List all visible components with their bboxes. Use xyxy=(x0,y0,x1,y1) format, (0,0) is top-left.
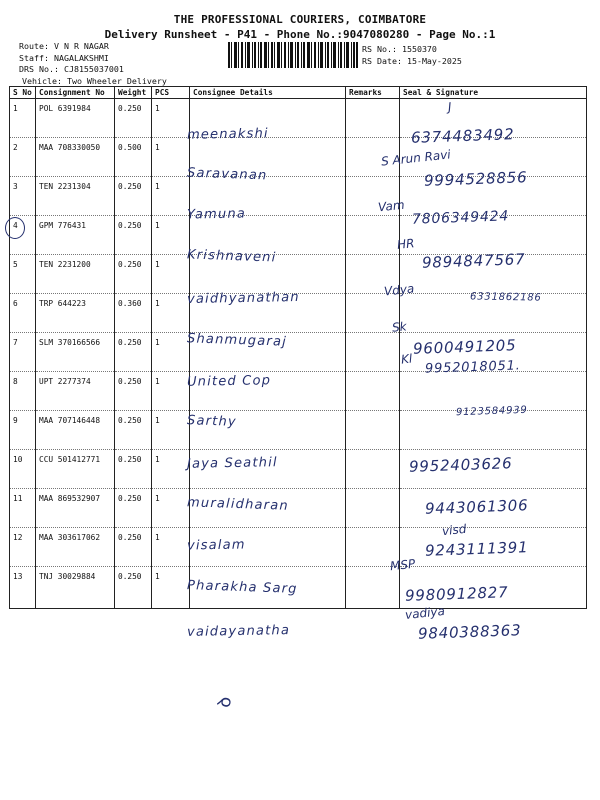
col-header-remarks: Remarks xyxy=(346,87,400,99)
cell-weight: 0.500 xyxy=(115,138,152,177)
handwritten-signature: Sk xyxy=(391,319,408,335)
col-header-pcs: PCS xyxy=(152,87,190,99)
cell-weight: 0.250 xyxy=(115,528,152,567)
handwritten-phone-number: 7806349424 xyxy=(411,208,510,228)
handwritten-phone-number: 9894847567 xyxy=(421,250,526,272)
cell-weight: 0.250 xyxy=(115,255,152,294)
handwritten-signature: Kl xyxy=(400,351,413,367)
cell-pcs: 1 xyxy=(152,372,190,411)
handwritten-phone-number: 9840388363 xyxy=(417,621,522,643)
handwritten-signature: Vam xyxy=(377,197,406,215)
cell-pcs: 1 xyxy=(152,450,190,489)
handwritten-phone-number: 9952403626 xyxy=(408,454,513,476)
barcode-image xyxy=(228,42,358,68)
cell-pcs: 1 xyxy=(152,489,190,528)
handwritten-signature: MSP xyxy=(389,556,416,574)
cell-sno: 10 xyxy=(10,450,36,489)
cell-consignment-no: MAA 708330050 xyxy=(36,138,115,177)
cell-pcs: 1 xyxy=(152,255,190,294)
cell-sno: 8 xyxy=(10,372,36,411)
handwritten-phone-number: 9980912827 xyxy=(404,583,509,605)
handwritten-consignee-name: Yamuna xyxy=(186,206,247,223)
cell-consignment-no: TNJ 30029884 xyxy=(36,567,115,609)
cell-pcs: 1 xyxy=(152,177,190,216)
cell-remarks xyxy=(346,99,400,138)
staff-label: Staff: NAGALAKSHMI xyxy=(19,53,109,63)
cell-pcs: 1 xyxy=(152,411,190,450)
vehicle-label: Vehicle: Two Wheeler Delivery xyxy=(22,76,167,86)
cell-weight: 0.250 xyxy=(115,177,152,216)
col-header-seal: Seal & Signature xyxy=(400,87,587,99)
handwritten-consignee-name: visalam xyxy=(186,537,246,554)
cell-sno: 12 xyxy=(10,528,36,567)
handwritten-phone-number: 9123584939 xyxy=(455,404,528,419)
cell-sno: 11 xyxy=(10,489,36,528)
cell-consignment-no: TRP 644223 xyxy=(36,294,115,333)
handwritten-phone-number: 9994528856 xyxy=(423,168,528,190)
cell-consignment-no: MAA 707146448 xyxy=(36,411,115,450)
cell-pcs: 1 xyxy=(152,567,190,609)
cell-remarks xyxy=(346,216,400,255)
handwritten-signature: J xyxy=(447,99,453,115)
handwritten-consignee-name: Jaya Seathil xyxy=(186,455,278,472)
handwritten-consignee-name: vaidhyanathan xyxy=(186,290,300,307)
handwritten-consignee-name: vaidayanatha xyxy=(186,623,291,640)
cell-weight: 0.250 xyxy=(115,216,152,255)
cell-consignment-no: TEN 2231304 xyxy=(36,177,115,216)
cell-sno: 4 xyxy=(10,216,36,255)
handwritten-signature: visd xyxy=(441,521,467,539)
runsheet-subtitle: Delivery Runsheet - P41 - Phone No.:9047080280 - Page No.:1 xyxy=(104,28,496,41)
handwritten-phone-number: 9443061306 xyxy=(424,496,529,518)
handwritten-phone-number: 9243111391 xyxy=(424,538,529,560)
stray-pen-mark: ꝺ xyxy=(213,694,237,710)
handwritten-consignee-name: Sarthy xyxy=(186,413,238,430)
rs-number: RS No.: 1550370 xyxy=(362,44,437,54)
cell-consignment-no: POL 6391984 xyxy=(36,99,115,138)
cell-sno: 13 xyxy=(10,567,36,609)
cell-consignment-no: UPT 2277374 xyxy=(36,372,115,411)
cell-seal-signature xyxy=(400,372,587,411)
handwritten-signature: HR xyxy=(396,236,416,252)
col-header-sno: S No xyxy=(10,87,36,99)
runsheet-title: THE PROFESSIONAL COURIERS, COIMBATORE xyxy=(173,13,427,26)
handwritten-signature: Vdya xyxy=(383,281,415,299)
cell-consignment-no: SLM 370166566 xyxy=(36,333,115,372)
cell-weight: 0.250 xyxy=(115,567,152,609)
cell-consignment-no: GPM 776431 xyxy=(36,216,115,255)
cell-pcs: 1 xyxy=(152,528,190,567)
cell-consignment-no: MAA 303617062 xyxy=(36,528,115,567)
cell-sno: 2 xyxy=(10,138,36,177)
cell-remarks xyxy=(346,372,400,411)
cell-pcs: 1 xyxy=(152,99,190,138)
cell-weight: 0.250 xyxy=(115,450,152,489)
cell-pcs: 1 xyxy=(152,216,190,255)
cell-consignment-no: TEN 2231200 xyxy=(36,255,115,294)
cell-weight: 0.250 xyxy=(115,99,152,138)
handwritten-consignee-name: Shanmugaraj xyxy=(186,331,288,350)
handwritten-consignee-name: Pharakha Sarg xyxy=(186,578,298,597)
cell-weight: 0.250 xyxy=(115,333,152,372)
handwritten-consignee-name: United Cop xyxy=(186,373,272,390)
cell-sno: 7 xyxy=(10,333,36,372)
table-row xyxy=(10,372,587,411)
cell-remarks xyxy=(346,333,400,372)
col-header-weight: Weight xyxy=(115,87,152,99)
table-header-row xyxy=(10,87,587,99)
cell-remarks xyxy=(346,411,400,450)
cell-remarks xyxy=(346,450,400,489)
drs-label: DRS No.: CJ8155037001 xyxy=(19,64,124,74)
handwritten-consignee-name: meenakshi xyxy=(186,126,269,143)
handwritten-consignee-name: muralidharan xyxy=(186,495,290,514)
cell-sno: 9 xyxy=(10,411,36,450)
cell-sno: 1 xyxy=(10,99,36,138)
handwritten-phone-number: 6331862186 xyxy=(469,291,542,304)
handwritten-consignee-name: Saravanan xyxy=(186,165,268,184)
col-header-consignment: Consignment No xyxy=(36,87,115,99)
cell-consignment-no: MAA 869532907 xyxy=(36,489,115,528)
cell-weight: 0.360 xyxy=(115,294,152,333)
cell-pcs: 1 xyxy=(152,333,190,372)
cell-weight: 0.250 xyxy=(115,489,152,528)
cell-pcs: 1 xyxy=(152,138,190,177)
handwritten-signature: S Arun Ravi xyxy=(380,147,452,169)
handwritten-phone-number: 9952018051. xyxy=(424,358,521,377)
cell-sno: 5 xyxy=(10,255,36,294)
cell-pcs: 1 xyxy=(152,294,190,333)
cell-sno: 6 xyxy=(10,294,36,333)
handwritten-signature: vadiya xyxy=(404,603,446,623)
cell-sno: 3 xyxy=(10,177,36,216)
route-label: Route: V N R NAGAR xyxy=(19,41,109,51)
cell-remarks xyxy=(346,489,400,528)
rs-date: RS Date: 15-May-2025 xyxy=(362,56,462,66)
circle-mark xyxy=(5,217,25,239)
handwritten-consignee-name: Krishnaveni xyxy=(186,247,277,266)
cell-weight: 0.250 xyxy=(115,411,152,450)
col-header-details: Consignee Details xyxy=(190,87,346,99)
handwritten-phone-number: 6374483492 xyxy=(410,125,515,147)
cell-consignment-no: CCU 501412771 xyxy=(36,450,115,489)
cell-weight: 0.250 xyxy=(115,372,152,411)
handwritten-phone-number: 9600491205 xyxy=(412,336,517,358)
